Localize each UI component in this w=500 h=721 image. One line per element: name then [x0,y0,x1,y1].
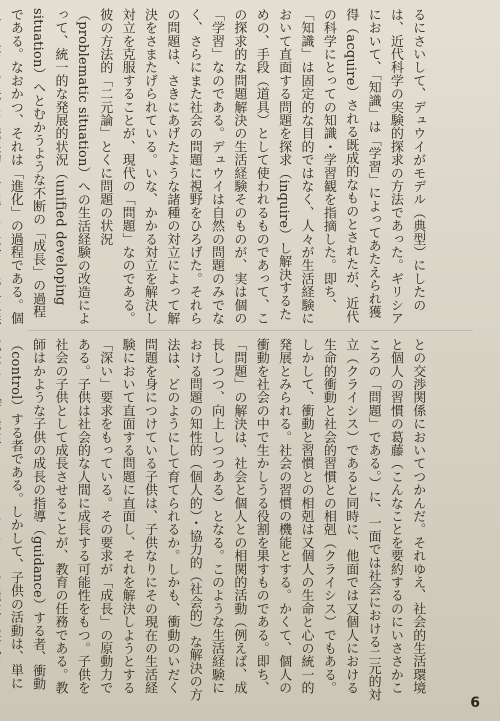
section-divider [28,330,473,331]
upper-text-block [7,8,473,326]
upper-paragraph: るにさいして、デュウイがモデル（典型）にしたのは、近代科学の実験的探求の方法であった。ギリシアにおいて、「知識」は「学習」によってあたえられ獲得（acquire）される既成的なものとされたが、近代の科学にとっての知識・学習観を指摘した。即ち、「知識」は固定的な目的ではなく、人々が生活経験において直面する問題を探求（inquire）し解決するための、手段（道具）として使われるものであって、この探求的な問題解決の生活経験そのものが、実は個の「学習」なのである。デュウイは自然の問題のみでなく、さらにまた社会の問題に視野をひろげた。それらの問題は、さきにあげたような諸種の対立によって解決をさまたげられている。いな、かかる対立を解決し対立を克服することが、現代の「問題」なのである。彼の方法的「二元論」とくに問題の状況（problematic situation）への生活経験の改造によって、統一的な発展的状況（unified developing situation）へとむかうような不断の「成長」の過程である。なおかつ、それは「進化」の過程である。個 [7,8,426,325]
lower-text-block [7,338,473,702]
lower-paragraph: との交渉関係においてつかんだ。それゆえ、社会的生活環境と個人の習慣の葛藤（こんなことを要約するのにいささかこころの「問題」である。）に、一面では社会における二元的対立（クライシス）であると同時に、他面では又個人における生命的衝動と社会的習慣との相剋（クライシス）でもある。しかして、衝動と習慣との相剋は又個人の生命と心の統一的発展とみられる。社会の習慣の機能とする。かくて、個人の衝動を社会の中で生かしうる役割を果すものである。即ち、「問題」の解決は、社会と個人との相関的活動（例えば、成長しつつ、向上しつつある）となる。このような生活経験における問題の知性的（個人的）・協力的（社会的）な解決の方法は、どのようにして育てられるか。しかも、衝動のいだく問題を身につけている子供は、子供なりにその現在の生活経験において直面する問題に直面し、それを解決しようとする「深い」要求をもっている。その要求が「成長」の原動力である。子供は社会的な人間に成長する可能性をもつ。子供を社会の子供として成長させることが、教育の任務である。教師はかような子供の成長の指導（guidance）する者、衝動（control）する者である。しかして、子供の活動は、単に [7,338,426,702]
page-number: 6 [470,695,480,711]
